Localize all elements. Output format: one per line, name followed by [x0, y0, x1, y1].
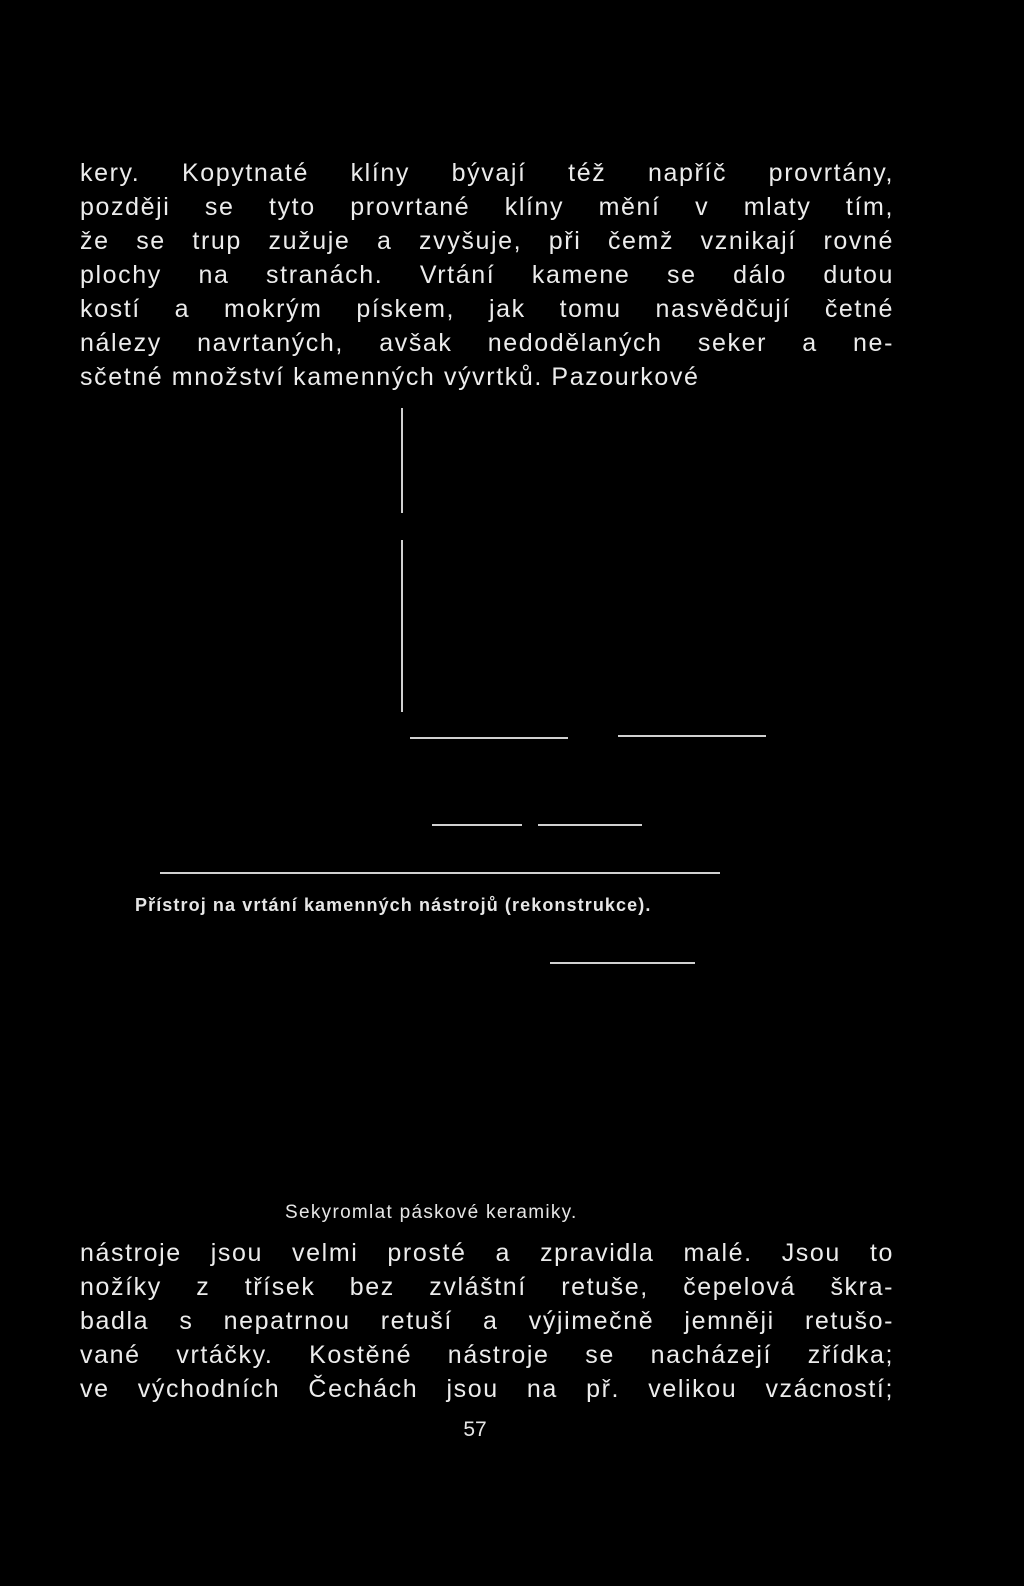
text-line: nástroje jsou velmi prosté a zpravidla malé. Jsou to: [80, 1239, 894, 1267]
text-line: ve východních Čechách jsou na př. velikou vzácností;: [80, 1375, 894, 1403]
text-line: plochy na stranách. Vrtání kamene se dálo dutou: [80, 261, 894, 289]
drill-bow-line: [410, 737, 568, 739]
drill-shaft-line: [401, 540, 403, 712]
text-line: badla s nepatrnou retuší a výjimečně jemněji retušo-: [80, 1307, 894, 1335]
axe-edge-line: [550, 962, 695, 964]
text-line: že se trup zužuje a zvyšuje, při čemž vznikají rovné: [80, 227, 894, 255]
drill-shaft-line: [401, 408, 403, 513]
text-line: nálezy navrtaných, avšak nedodělaných seker a ne-: [80, 329, 894, 357]
drill-bow-line: [618, 735, 766, 737]
text-line: nožíky z třísek bez zvláštní retuše, čepelová škra-: [80, 1273, 894, 1301]
page-number: 57: [463, 1418, 487, 1441]
figure-caption-drill: Přístroj na vrtání kamenných nástrojů (rekonstrukce).: [135, 895, 652, 915]
bottom-paragraph: [80, 1236, 894, 1406]
text-line: kery. Kopytnaté klíny bývají též napříč provrtány,: [80, 159, 894, 187]
drill-base-line: [432, 824, 522, 826]
text-line: později se tyto provrtané klíny mění v mlaty tím,: [80, 193, 894, 221]
top-paragraph: [80, 156, 894, 394]
figure-caption-axe: Sekyromlat páskové keramiky.: [285, 1202, 578, 1223]
text-line: sčetné množství kamenných vývrtků. Pazourkové: [80, 363, 700, 391]
drill-base-line: [538, 824, 642, 826]
text-line: kostí a mokrým pískem, jak tomu nasvědčují četné: [80, 295, 894, 323]
text-line: vané vrtáčky. Kostěné nástroje se nacházejí zřídka;: [80, 1341, 894, 1369]
ground-line: [160, 872, 720, 874]
